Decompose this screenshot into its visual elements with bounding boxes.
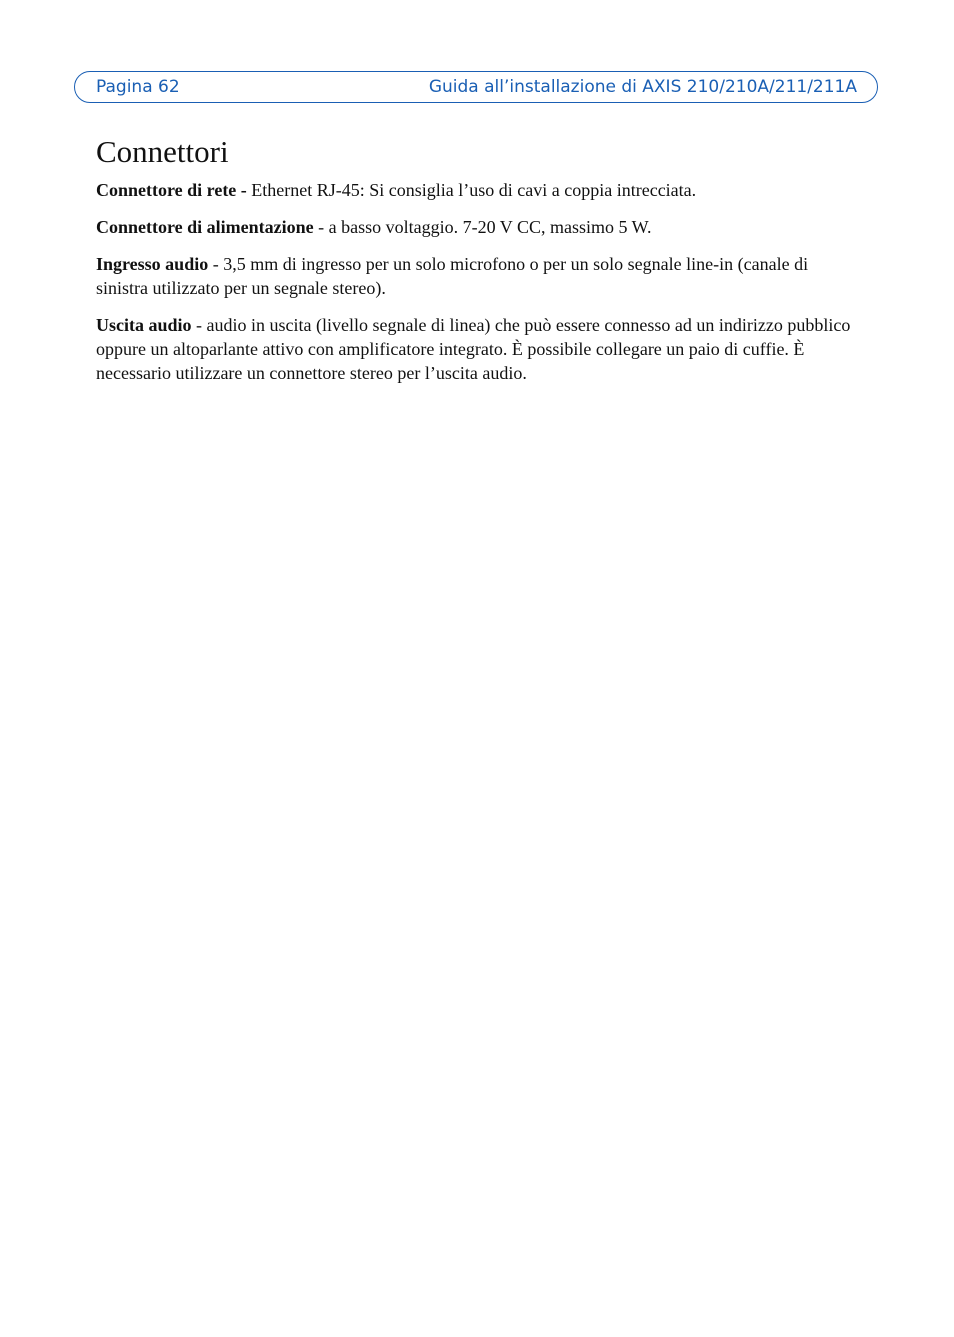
connector-description: - audio in uscita (livello segnale di linea) che può essere connesso ad un indirizzo pubblico oppure un altoparlante attivo con amplificatore integrato. È possibile collegare un paio di cuffie. È necessario utilizzare un connettore stereo per l’uscita audio.	[96, 315, 851, 383]
connector-list	[96, 178, 856, 398]
connector-audio-in	[96, 252, 856, 300]
connector-network	[96, 178, 856, 202]
connector-description: Ethernet RJ-45: Si consiglia l’uso di cavi a coppia intrecciata.	[251, 180, 697, 200]
connector-term: Connettore di rete -	[96, 180, 252, 200]
connector-audio-out	[96, 313, 856, 385]
connector-description: - 3,5 mm di ingresso per un solo microfono o per un solo segnale line-in (canale di sinistra utilizzato per un segnale stereo).	[96, 254, 809, 298]
guide-title: Guida all’installazione di AXIS 210/210A/211/211A	[428, 77, 857, 97]
page-number: Pagina 62	[96, 77, 180, 97]
connector-description: - a basso voltaggio. 7-20 V CC, massimo 5 W.	[313, 217, 652, 237]
connector-term: Connettore di alimentazione	[96, 217, 314, 237]
connector-term: Uscita audio	[96, 315, 192, 335]
page-header	[74, 71, 878, 103]
section-title: Connettori	[96, 134, 229, 169]
connector-term: Ingresso audio	[96, 254, 209, 274]
connector-power	[96, 215, 856, 239]
